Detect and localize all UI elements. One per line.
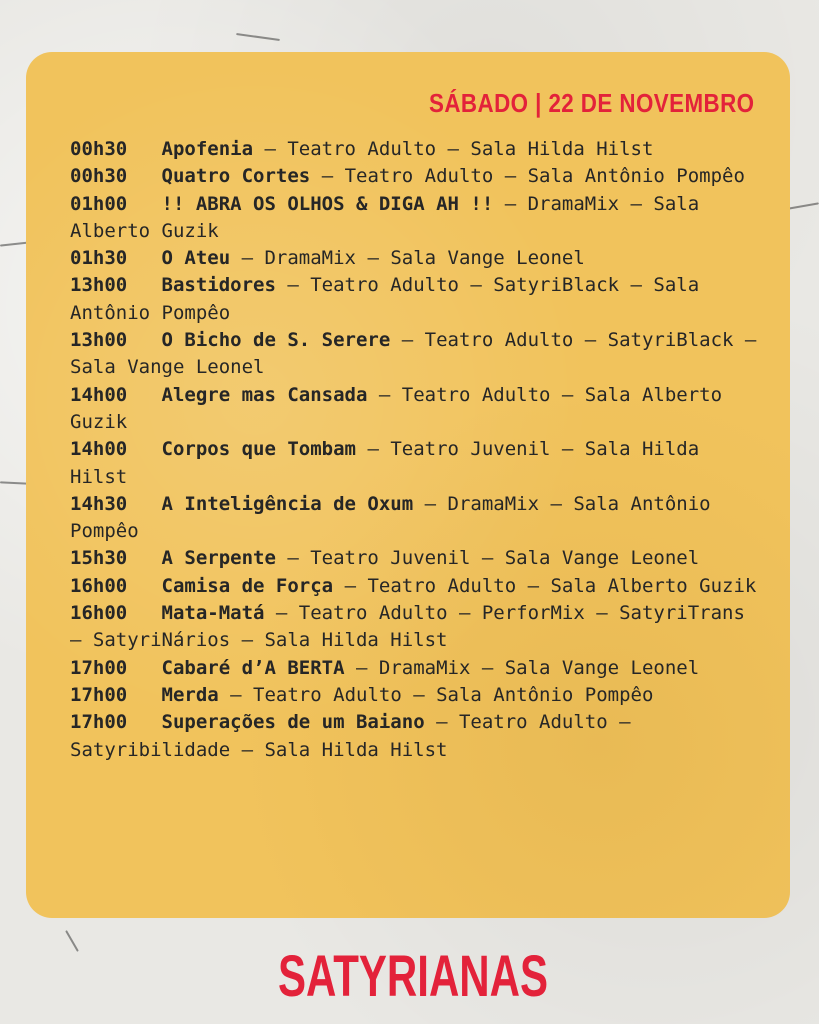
event-time: 16h00	[70, 602, 128, 625]
event-title: Cabaré d’A BERTA	[161, 656, 345, 679]
event-details: – Teatro Adulto – Sala Antônio Pompêo	[310, 165, 745, 188]
event-time: 14h00	[70, 383, 128, 406]
list-item	[70, 136, 760, 163]
list-item	[70, 573, 760, 600]
event-title: Camisa de Força	[161, 574, 334, 597]
wall-crack	[236, 33, 280, 41]
day-header: SÁBADO | 22 DE NOVEMBRO	[428, 88, 754, 118]
event-title: Mata-Matá	[161, 602, 265, 625]
event-time: 13h00	[70, 329, 128, 352]
event-title: A Serpente	[161, 547, 276, 570]
event-details: – Teatro Adulto – Sala Alberto Guzik	[333, 574, 757, 597]
event-title: Superações de um Baiano	[161, 711, 425, 734]
event-details: – Teatro Adulto – Sala Hilda Hilst	[253, 138, 654, 160]
list-item	[70, 327, 760, 382]
schedule-card	[26, 52, 790, 918]
list-item	[70, 382, 760, 437]
list-item	[70, 436, 760, 491]
event-time: 17h00	[70, 656, 128, 679]
event-title: Bastidores	[161, 274, 276, 297]
event-details: – DramaMix – Sala Antônio Pompêo	[70, 492, 711, 543]
event-details: – Teatro Adulto – Sala Antônio Pompêo	[218, 683, 654, 706]
list-item	[70, 272, 760, 327]
event-title: Corpos que Tombam	[161, 438, 356, 461]
event-time: 13h00	[70, 274, 128, 297]
event-title: O Bicho de S. Serere	[161, 329, 391, 352]
satyrianas-logo	[276, 940, 550, 1009]
event-title: O Ateu	[161, 247, 231, 270]
event-title: Apofenia	[161, 138, 254, 160]
wall-crack	[65, 930, 79, 952]
list-item	[70, 491, 760, 546]
logo-text: SATYRIANAS	[278, 944, 548, 1009]
list-item	[70, 655, 760, 682]
event-details: – Teatro Juvenil – Sala Hilda Hilst	[70, 438, 700, 488]
event-details: – Teatro Adulto – Satyribilidade – Sala Hilda Hilst	[70, 711, 631, 761]
wall-crack	[0, 481, 28, 484]
event-details: – Teatro Adulto – SatyriBlack – Sala Antônio Pompêo	[70, 274, 700, 324]
event-time: 00h30	[70, 165, 128, 188]
list-item	[70, 245, 760, 272]
event-details: – Teatro Juvenil – Sala Vange Leonel	[275, 547, 700, 570]
schedule-list	[70, 136, 760, 764]
event-time: 00h30	[70, 138, 128, 160]
event-details: – DramaMix – Sala Vange Leonel	[230, 247, 585, 270]
wall-crack	[788, 202, 819, 209]
event-title: Merda	[161, 683, 219, 706]
list-item	[70, 191, 760, 246]
event-time: 01h30	[70, 247, 128, 270]
event-details: – DramaMix – Sala Alberto Guzik	[70, 192, 700, 242]
list-item	[70, 163, 760, 190]
event-time: 17h00	[70, 711, 128, 734]
event-title: A Inteligência de Oxum	[161, 492, 414, 515]
list-item	[70, 709, 760, 764]
event-title: Quatro Cortes	[161, 165, 311, 188]
list-item	[70, 600, 760, 655]
list-item	[70, 682, 760, 709]
event-details: – Teatro Adulto – SatyriBlack – Sala Vange Leonel	[70, 329, 757, 379]
event-time: 01h00	[70, 192, 128, 215]
event-details: – Teatro Adulto – Sala Alberto Guzik	[70, 383, 723, 433]
event-time: 17h00	[70, 683, 128, 706]
event-time: 16h00	[70, 574, 128, 597]
list-item	[70, 545, 760, 572]
event-title: !! ABRA OS OLHOS & DIGA AH !!	[161, 192, 494, 215]
event-time: 14h00	[70, 438, 128, 461]
event-time: 14h30	[70, 492, 128, 515]
event-details: – Teatro Adulto – PerforMix – SatyriTrans – SatyriNários – Sala Hilda Hilst	[70, 602, 745, 652]
event-details: – DramaMix – Sala Vange Leonel	[344, 656, 700, 679]
event-title: Alegre mas Cansada	[161, 383, 368, 406]
event-time: 15h30	[70, 547, 128, 570]
